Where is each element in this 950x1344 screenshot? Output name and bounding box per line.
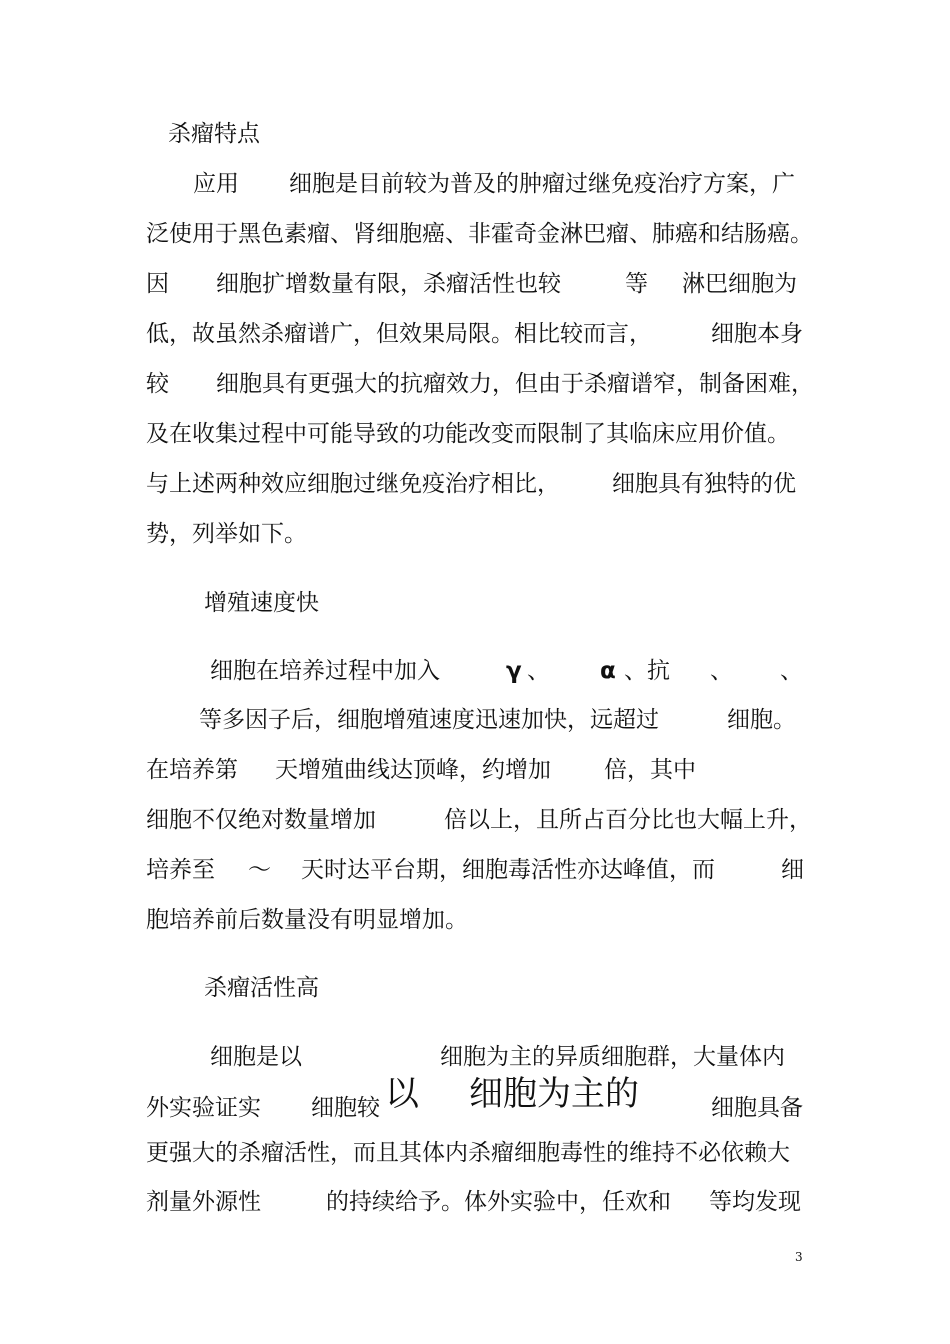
- text-fragment: ～: [248, 857, 271, 883]
- text-fragment: 细胞是目前较为普及的肿瘤过继免疫治疗方案，广: [289, 171, 795, 197]
- text-fragment: 低，故虽然杀瘤谱广，但效果局限。相比较而言，: [146, 321, 652, 347]
- section-heading: 杀瘤特点: [168, 121, 260, 147]
- text-fragment: 天增殖曲线达顶峰，约增加: [275, 757, 551, 783]
- text-fragment: 天时达平台期，细胞毒活性亦达峰值，而: [301, 857, 715, 883]
- text-fragment: 淋巴细胞为: [682, 271, 797, 297]
- text-fragment: 、抗: [624, 658, 670, 684]
- text-fragment: 细胞较: [311, 1095, 380, 1121]
- text-fragment: 的持续给予。体外实验中，任欢和: [326, 1189, 671, 1215]
- symbol-gamma: γ: [506, 658, 522, 684]
- text-fragment: 较: [146, 371, 169, 397]
- text-fragment: 、: [780, 658, 803, 684]
- page-number: 3: [795, 1250, 803, 1264]
- text-fragment: 细胞本身: [711, 321, 803, 347]
- text-fragment: 细胞具备: [711, 1095, 803, 1121]
- large-text-fragment: 以: [385, 1074, 419, 1114]
- text-fragment: 细胞是以: [210, 1044, 302, 1070]
- text-line: 势，列举如下。: [146, 521, 307, 547]
- section-heading: 杀瘤活性高: [204, 975, 319, 1001]
- text-fragment: 等多因子后，细胞增殖速度迅速加快，远超过: [199, 707, 659, 733]
- text-fragment: 等: [625, 271, 648, 297]
- text-fragment: 细胞扩增数量有限，杀瘤活性也较: [216, 271, 561, 297]
- text-fragment: 外实验证实: [146, 1095, 261, 1121]
- text-fragment: 、: [710, 658, 733, 684]
- text-fragment: 细: [781, 857, 804, 883]
- text-fragment: 倍，其中: [604, 757, 696, 783]
- text-fragment: 细胞不仅绝对数量增加: [146, 807, 376, 833]
- text-fragment: 培养至: [146, 857, 215, 883]
- text-fragment: 因: [146, 271, 169, 297]
- large-text-fragment: 细胞为主的: [469, 1074, 639, 1114]
- text-fragment: 、: [527, 658, 550, 684]
- section-heading: 增殖速度快: [204, 590, 319, 616]
- text-line: 及在收集过程中可能导致的功能改变而限制了其临床应用价值。: [146, 421, 790, 447]
- text-line: 更强大的杀瘤活性，而且其体内杀瘤细胞毒性的维持不必依赖大: [146, 1140, 790, 1166]
- text-fragment: 细胞为主的异质细胞群，大量体内: [440, 1044, 785, 1070]
- text-fragment: 应用: [193, 171, 239, 197]
- text-fragment: 细胞具有独特的优: [612, 471, 796, 497]
- text-fragment: 剂量外源性: [146, 1189, 261, 1215]
- text-line: 胞培养前后数量没有明显增加。: [146, 907, 468, 933]
- text-fragment: 细胞在培养过程中加入: [210, 658, 440, 684]
- text-line: 泛使用于黑色素瘤、肾细胞癌、非霍奇金淋巴瘤、肺癌和结肠癌。: [146, 221, 813, 247]
- text-fragment: 倍以上，且所占百分比也大幅上升，: [444, 807, 812, 833]
- text-fragment: 在培养第: [146, 757, 238, 783]
- symbol-alpha: α: [600, 658, 616, 684]
- text-fragment: 细胞。: [727, 707, 796, 733]
- text-fragment: 等均发现: [709, 1189, 801, 1215]
- text-fragment: 与上述两种效应细胞过继免疫治疗相比，: [146, 471, 560, 497]
- text-fragment: 细胞具有更强大的抗瘤效力，但由于杀瘤谱窄，制备困难，: [216, 371, 814, 397]
